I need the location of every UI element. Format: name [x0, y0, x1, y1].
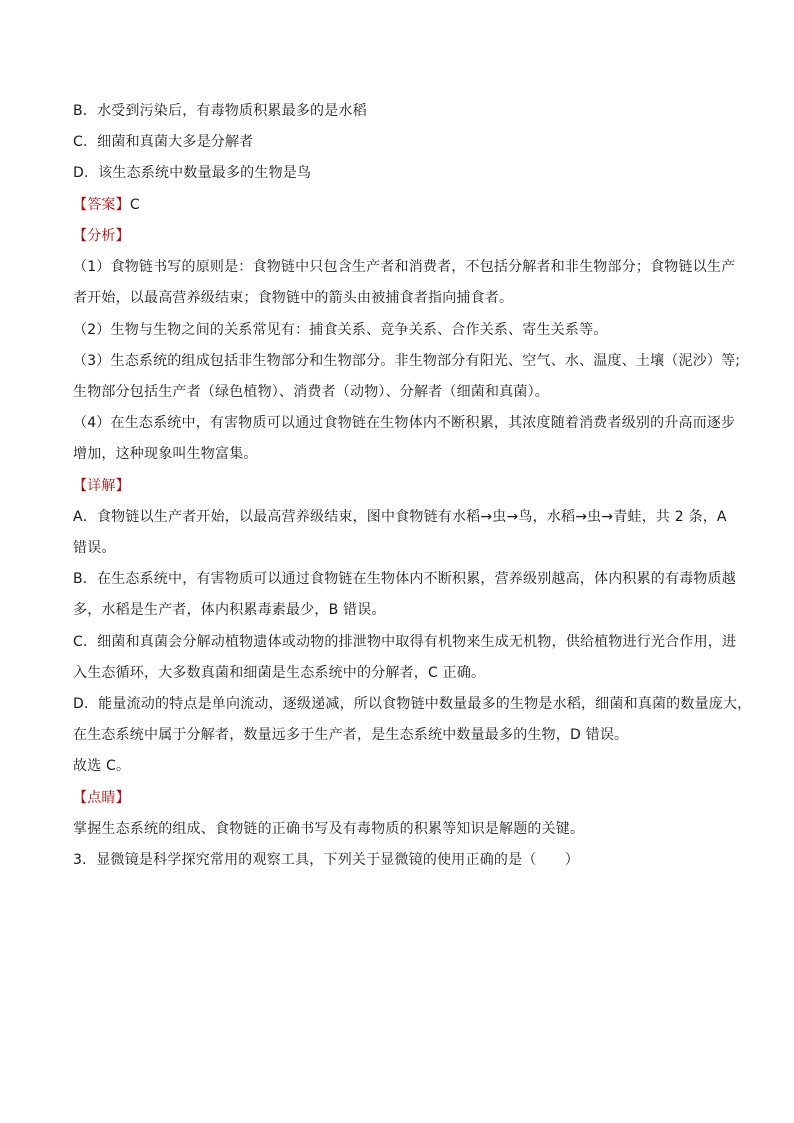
detail-line: D．能量流动的特点是单向流动，逐级递减，所以食物链中数量最多的生物是水稻，细菌和真菌的数量庞大， [73, 696, 752, 712]
analysis-line: 生物部分包括生产者（绿色植物）、消费者（动物）、分解者（细菌和真菌）。 [73, 384, 549, 400]
analysis-line: （1）食物链书写的原则是：食物链中只包含生产者和消费者，不包括分解者和非生物部分；食物链以生产 [73, 259, 736, 275]
detail-line: C．细菌和真菌会分解动植物遗体或动物的排泄物中取得有机物来生成无机物，供给植物进行光合作用，进 [73, 634, 737, 650]
key-point-label: 【点睛】 [73, 790, 130, 806]
option-d: D．该生态系统中数量最多的生物是鸟 [73, 165, 312, 181]
answer-label: 【答案】 [73, 197, 130, 213]
option-c: C．细菌和真菌大多是分解者 [73, 134, 254, 150]
detail-line: A．食物链以生产者开始，以最高营养级结束，图中食物链有水稻→虫→鸟，水稻→虫→青蛙，共 2 条，A [73, 509, 727, 525]
analysis-line: 增加，这种现象叫生物富集。 [73, 446, 258, 462]
key-point-text: 掌握生态系统的组成、食物链的正确书写及有毒物质的积累等知识是解题的关键。 [73, 821, 585, 837]
option-b: B．水受到污染后，有毒物质积累最多的是水稻 [73, 103, 367, 119]
detail-line: 错误。 [73, 540, 116, 556]
analysis-label: 【分析】 [73, 228, 130, 244]
answer-row [73, 195, 140, 215]
answer-value: C [129, 197, 140, 213]
detail-line: 在生态系统中属于分解者，数量远多于生产者，是生态系统中数量最多的生物，D 错误。 [73, 727, 629, 743]
detail-line: B．在生态系统中，有害物质可以通过食物链在生物体内不断积累，营养级别越高，体内积累的有毒物质越 [73, 571, 737, 587]
detail-label: 【详解】 [73, 478, 130, 494]
analysis-line: 者开始，以最高营养级结束；食物链中的箭头由被捕食者指向捕食者。 [73, 290, 514, 306]
question-3: 3．显微镜是科学探究常用的观察工具，下列关于显微镜的使用正确的是（ ） [73, 852, 580, 868]
detail-line: 入生态循环，大多数真菌和细菌是生态系统中的分解者，C 正确。 [73, 665, 486, 681]
analysis-line: （4）在生态系统中，有害物质可以通过食物链在生物体内不断积累，其浓度随着消费者级别的升高而逐步 [73, 415, 736, 431]
detail-line: 多，水稻是生产者，体内积累毒素最少，B 错误。 [73, 602, 386, 618]
detail-line: 故选 C。 [73, 758, 131, 774]
analysis-line: （3）生态系统的组成包括非生物部分和生物部分。非生物部分有阳光、空气、水、温度、土壤（泥沙）等; [73, 353, 741, 369]
analysis-line: （2）生物与生物之间的关系常见有：捕食关系、竞争关系、合作关系、寄生关系等。 [73, 322, 608, 338]
